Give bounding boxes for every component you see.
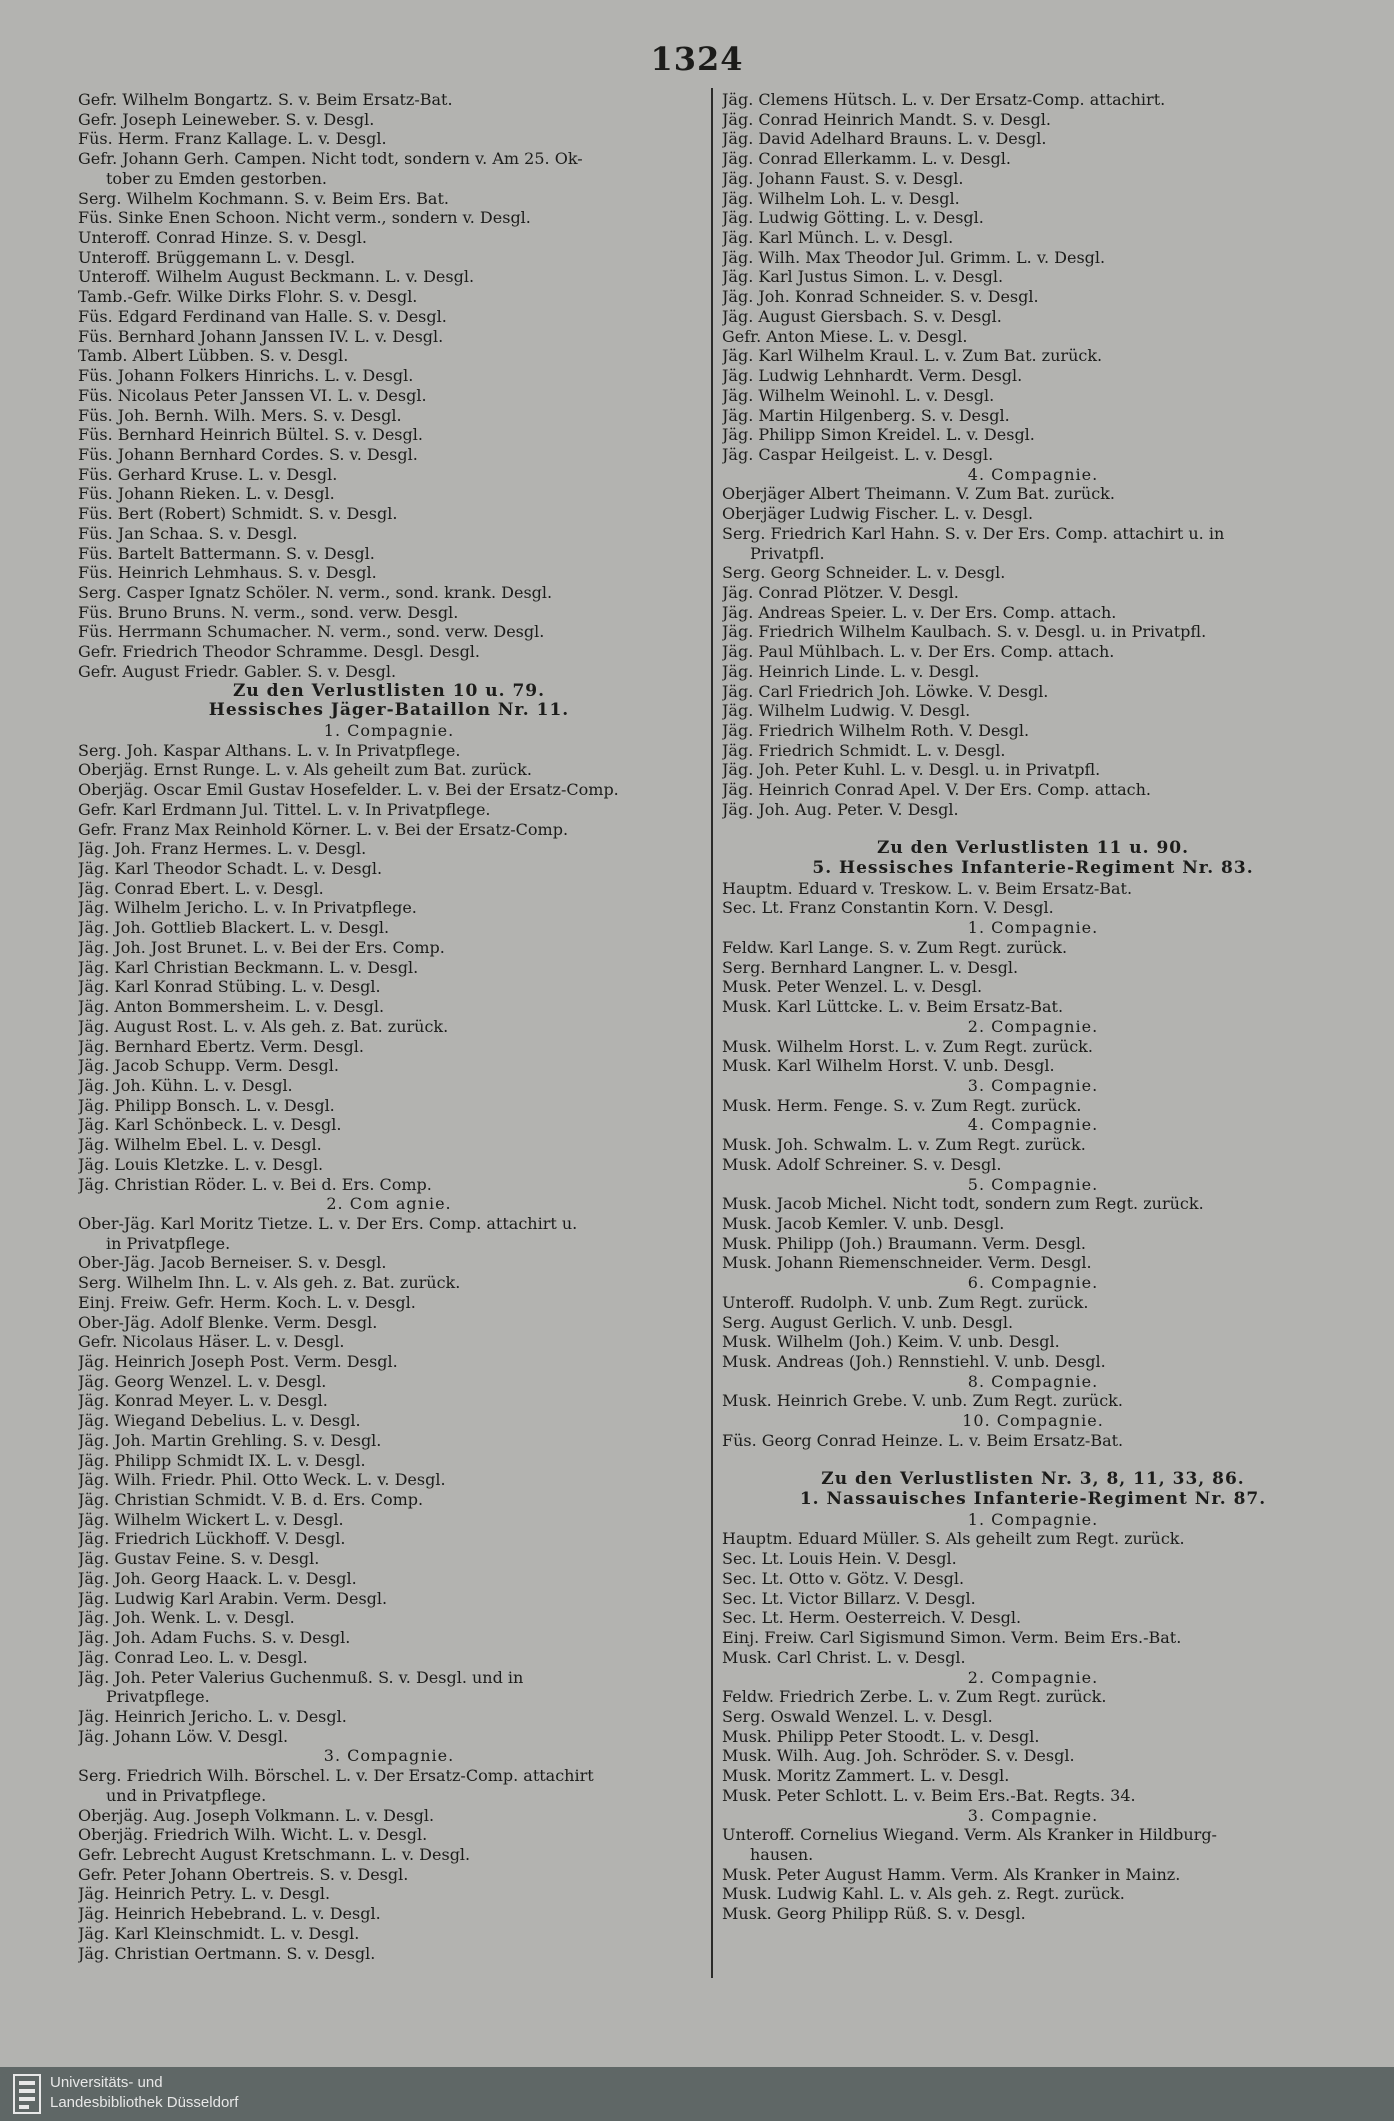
casualty-entry: Jäg. Friedrich Wilhelm Kaulbach. S. v. Desgl. u. in Privatpfl. [722,622,1207,642]
casualty-entry: Unteroff. Cornelius Wiegand. Verm. Als Kranker in Hildburg- [722,1825,1217,1845]
casualty-entry: Jäg. Heinrich Hebebrand. L. v. Desgl. [78,1904,381,1924]
casualty-entry: Serg. Wilhelm Ihn. L. v. Als geh. z. Bat. zurück. [78,1273,461,1293]
casualty-entry: Jäg. Bernhard Ebertz. Verm. Desgl. [78,1036,364,1056]
company-heading: 2. Com agnie. [326,1194,452,1214]
casualty-entry: Tamb.-Gefr. Wilke Dirks Flohr. S. v. Desgl. [78,287,418,307]
casualty-entry: Füs. Bartelt Battermann. S. v. Desgl. [78,543,375,563]
casualty-entry: Musk. Karl Wilhelm Horst. V. unb. Desgl. [722,1056,1055,1076]
casualty-entry: Füs. Gerhard Kruse. L. v. Desgl. [78,464,338,484]
spacer [722,1451,1344,1471]
casualty-entry: Gefr. Lebrecht August Kretschmann. L. v. Desgl. [78,1844,471,1864]
casualty-entry: Serg. Oswald Wenzel. L. v. Desgl. [722,1706,993,1726]
casualty-entry: Jäg. Friedrich Wilhelm Roth. V. Desgl. [722,721,1030,740]
page-number: 1324 [650,40,744,78]
casualty-entry: Jäg. Caspar Heilgeist. L. v. Desgl. [722,444,994,464]
casualty-entry: Unteroff. Brüggemann L. v. Desgl. [78,247,356,267]
section-heading: Zu den Verlustlisten 10 u. 79. [232,681,546,701]
casualty-entry: Musk. Heinrich Grebe. V. unb. Zum Regt. zurück. [722,1391,1123,1411]
casualty-entry: Jäg. Conrad Ellerkamm. L. v. Desgl. [722,149,1011,169]
casualty-entry: Jäg. Ludwig Götting. L. v. Desgl. [722,208,984,228]
entry-continuation: Privatpfl. [750,543,825,563]
casualty-entry: Füs. Bernhard Heinrich Bültel. S. v. Desgl. [78,425,423,445]
casualty-entry: Jäg. Heinrich Linde. L. v. Desgl. [722,661,980,681]
casualty-entry: Jäg. Clemens Hütsch. L. v. Der Ersatz-Comp. attachirt. [722,90,1166,109]
casualty-entry: Jäg. Joh. Peter Valerius Guchenmuß. S. v. Desgl. und in [78,1667,524,1687]
column-divider [711,88,713,1978]
casualty-entry: Ober-Jäg. Adolf Blenke. Verm. Desgl. [78,1312,378,1332]
casualty-entry: Musk. Andreas (Joh.) Rennstiehl. V. unb. Desgl. [722,1352,1106,1371]
company-heading: 5. Compagnie. [967,1174,1099,1194]
casualty-entry: Musk. Peter Wenzel. L. v. Desgl. [722,977,983,997]
entry-continuation: hausen. [750,1844,814,1864]
casualty-entry: Füs. Johann Bernhard Cordes. S. v. Desgl. [78,444,418,464]
casualty-entry: Jäg. Wilh. Friedr. Phil. Otto Weck. L. v. Desgl. [78,1470,446,1490]
casualty-entry: Jäg. Karl Christian Beckmann. L. v. Desgl. [78,957,419,977]
section-heading: Hessisches Jäger-Bataillon Nr. 11. [208,701,570,721]
casualty-entry: Jäg. Christian Schmidt. V. B. d. Ers. Comp. [78,1490,424,1510]
casualty-entry: Serg. Friedrich Wilh. Börschel. L. v. Der Ersatz-Comp. attachirt [78,1766,594,1786]
company-heading: 2. Compagnie. [967,1667,1099,1687]
casualty-entry: Feldw. Karl Lange. S. v. Zum Regt. zurück. [722,937,1068,957]
casualty-entry: Sec. Lt. Herm. Oesterreich. V. Desgl. [722,1608,1022,1628]
casualty-entry: Füs. Herm. Franz Kallage. L. v. Desgl. [78,129,387,149]
section-heading: Zu den Verlustlisten 11 u. 90. [876,839,1190,859]
casualty-entry: Jäg. Philipp Schmidt IX. L. v. Desgl. [78,1450,366,1470]
casualty-entry: Jäg. Joh. Aug. Peter. V. Desgl. [722,799,959,819]
casualty-entry: Musk. Ludwig Kahl. L. v. Als geh. z. Regt. zurück. [722,1884,1125,1904]
casualty-entry: Sec. Lt. Otto v. Götz. V. Desgl. [722,1568,965,1588]
casualty-entry: Füs. Georg Conrad Heinze. L. v. Beim Ersatz-Bat. [722,1430,1124,1450]
section-heading: Zu den Verlustlisten Nr. 3, 8, 11, 33, 86. [821,1470,1245,1490]
casualty-entry: Musk. Johann Riemenschneider. Verm. Desgl. [722,1253,1092,1273]
casualty-entry: Jäg. Karl Justus Simon. L. v. Desgl. [722,267,1004,287]
casualty-entry: Serg. Casper Ignatz Schöler. N. verm., sond. krank. Desgl. [78,582,553,602]
casualty-entry: Jäg. Karl Konrad Stübing. L. v. Desgl. [78,977,381,997]
casualty-entry: Jäg. Heinrich Joseph Post. Verm. Desgl. [78,1352,398,1371]
casualty-entry: Einj. Freiw. Carl Sigismund Simon. Verm. Beim Ers.-Bat. [722,1628,1182,1648]
casualty-entry: Musk. Georg Philipp Rüß. S. v. Desgl. [722,1904,1026,1924]
casualty-entry: Jäg. Heinrich Petry. L. v. Desgl. [78,1884,331,1904]
company-heading: 2. Compagnie. [967,1016,1099,1036]
casualty-entry: Jäg. Martin Hilgenberg. S. v. Desgl. [722,405,1010,425]
casualty-entry: Sec. Lt. Franz Constantin Korn. V. Desgl. [722,898,1054,918]
casualty-entry: Jäg. Wilh. Max Theodor Jul. Grimm. L. v. Desgl. [722,247,1106,267]
casualty-entry: Musk. Carl Christ. L. v. Desgl. [722,1647,966,1667]
casualty-entry: Jäg. Johann Löw. V. Desgl. [78,1726,289,1746]
casualty-entry: Musk. Peter Schlott. L. v. Beim Ers.-Bat. Regts. 34. [722,1785,1136,1805]
casualty-entry: Oberjäger Ludwig Fischer. L. v. Desgl. [722,504,1034,524]
casualty-entry: Jäg. Paul Mühlbach. L. v. Der Ers. Comp. attach. [722,642,1115,662]
casualty-entry: Serg. Georg Schneider. L. v. Desgl. [722,563,1006,583]
casualty-entry: Gefr. Nicolaus Häser. L. v. Desgl. [78,1332,345,1352]
casualty-entry: Serg. Bernhard Langner. L. v. Desgl. [722,957,1019,977]
casualty-entry: Füs. Johann Rieken. L. v. Desgl. [78,484,335,504]
company-heading: 8. Compagnie. [967,1371,1099,1391]
casualty-entry: Gefr. August Friedr. Gabler. S. v. Desgl. [78,661,397,681]
casualty-entry: Jäg. Andreas Speier. L. v. Der Ers. Comp. attach. [722,602,1117,622]
casualty-entry: Jäg. Wilhelm Ludwig. V. Desgl. [722,701,971,721]
casualty-entry: Serg. August Gerlich. V. unb. Desgl. [722,1312,1014,1332]
casualty-entry: Oberjäger Albert Theimann. V. Zum Bat. zurück. [722,484,1115,504]
casualty-entry: Füs. Bruno Bruns. N. verm., sond. verw. Desgl. [78,602,459,622]
casualty-entry: Unteroff. Conrad Hinze. S. v. Desgl. [78,228,367,248]
casualty-entry: Musk. Herm. Fenge. S. v. Zum Regt. zurück. [722,1095,1082,1115]
casualty-entry: Füs. Jan Schaa. S. v. Desgl. [78,523,298,543]
casualty-entry: Jäg. Wilhelm Ebel. L. v. Desgl. [78,1135,322,1155]
casualty-entry: Jäg. Philipp Bonsch. L. v. Desgl. [78,1095,335,1115]
footer-line-1: Universitäts- und [50,2074,163,2091]
casualty-entry: Jäg. Heinrich Jericho. L. v. Desgl. [78,1706,347,1726]
company-heading: 4. Compagnie. [967,464,1099,484]
spacer [722,820,1344,840]
casualty-entry: Jäg. Wilhelm Weinohl. L. v. Desgl. [722,385,995,405]
casualty-entry: Gefr. Karl Erdmann Jul. Tittel. L. v. In Privatpflege. [78,799,491,819]
company-heading: 4. Compagnie. [967,1115,1099,1135]
casualty-entry: Jäg. Joh. Kühn. L. v. Desgl. [78,1075,293,1095]
casualty-entry: Ober-Jäg. Karl Moritz Tietze. L. v. Der Ers. Comp. attachirt u. [78,1213,578,1233]
casualty-entry: Jäg. Joh. Georg Haack. L. v. Desgl. [78,1568,357,1588]
company-heading: 3. Compagnie. [323,1746,455,1766]
casualty-entry: Gefr. Joseph Leineweber. S. v. Desgl. [78,109,375,129]
casualty-entry: Musk. Jacob Kemler. V. unb. Desgl. [722,1213,1005,1233]
casualty-entry: Jäg. Philipp Simon Kreidel. L. v. Desgl. [722,425,1035,445]
casualty-entry: Füs. Johann Folkers Hinrichs. L. v. Desgl. [78,366,414,386]
casualty-entry: Jäg. David Adelhard Brauns. L. v. Desgl. [722,129,1047,149]
casualty-entry: Musk. Wilh. Aug. Joh. Schröder. S. v. Desgl. [722,1746,1075,1766]
entry-continuation: tober zu Emden gestorben. [106,168,328,188]
casualty-entry: Füs. Bernhard Johann Janssen IV. L. v. Desgl. [78,326,444,346]
entry-continuation: in Privatpflege. [106,1233,231,1253]
casualty-entry: Oberjäg. Oscar Emil Gustav Hosefelder. L. v. Bei der Ersatz-Comp. [78,780,619,800]
casualty-entry: Jäg. Karl Kleinschmidt. L. v. Desgl. [78,1923,360,1943]
casualty-entry: Ober-Jäg. Jacob Berneiser. S. v. Desgl. [78,1253,387,1273]
casualty-entry: Oberjäg. Ernst Runge. L. v. Als geheilt zum Bat. zurück. [78,760,532,780]
casualty-entry: Jäg. Conrad Plötzer. V. Desgl. [722,582,959,602]
company-heading: 1. Compagnie. [967,1509,1099,1529]
casualty-entry: Gefr. Franz Max Reinhold Körner. L. v. Bei der Ersatz-Comp. [78,819,569,839]
casualty-entry: Jäg. Christian Oertmann. S. v. Desgl. [78,1943,376,1963]
casualty-entry: Jäg. Ludwig Karl Arabin. Verm. Desgl. [78,1588,388,1608]
company-heading: 10. Compagnie. [962,1411,1104,1431]
casualty-entry: Füs. Sinke Enen Schoon. Nicht verm., sondern v. Desgl. [78,208,531,228]
casualty-entry: Jäg. August Giersbach. S. v. Desgl. [722,306,1002,326]
casualty-entry: Jäg. Gustav Feine. S. v. Desgl. [78,1549,320,1569]
casualty-entry: Jäg. Joh. Gottlieb Blackert. L. v. Desgl. [78,918,390,938]
casualty-entry: Tamb. Albert Lübben. S. v. Desgl. [78,346,349,366]
casualty-entry: Jäg. Wiegand Debelius. L. v. Desgl. [78,1411,361,1431]
casualty-entry: Musk. Peter August Hamm. Verm. Als Kranker in Mainz. [722,1864,1181,1884]
casualty-entry: Jäg. August Rost. L. v. Als geh. z. Bat. zurück. [78,1016,449,1036]
section-heading: 5. Hessisches Infanterie-Regiment Nr. 83. [812,859,1254,879]
casualty-entry: Jäg. Karl Münch. L. v. Desgl. [722,228,954,248]
casualty-entry: Sec. Lt. Victor Billarz. V. Desgl. [722,1588,976,1608]
casualty-entry: Jäg. Karl Schönbeck. L. v. Desgl. [78,1115,342,1135]
casualty-entry: Jäg. Joh. Jost Brunet. L. v. Bei der Ers. Comp. [78,937,445,957]
casualty-entry: Jäg. Joh. Konrad Schneider. S. v. Desgl. [722,287,1039,307]
casualty-entry: Serg. Friedrich Karl Hahn. S. v. Der Ers. Comp. attachirt u. in [722,523,1225,543]
casualty-entry: Hauptm. Eduard Müller. S. Als geheilt zum Regt. zurück. [722,1529,1185,1549]
right-column [722,90,1344,1924]
casualty-entry: Gefr. Peter Johann Obertreis. S. v. Desgl. [78,1864,409,1884]
casualty-entry: Jäg. Joh. Peter Kuhl. L. v. Desgl. u. in Privatpfl. [722,760,1101,780]
section-heading: 1. Nassauisches Infanterie-Regiment Nr. 87. [799,1490,1267,1510]
casualty-entry: Oberjäg. Aug. Joseph Volkmann. L. v. Desgl. [78,1805,435,1825]
entry-continuation: und in Privatpflege. [106,1785,267,1805]
casualty-entry: Musk. Philipp (Joh.) Braumann. Verm. Desgl. [722,1233,1087,1253]
casualty-entry: Jäg. Ludwig Lehnhardt. Verm. Desgl. [722,366,1023,386]
casualty-entry: Füs. Herrmann Schumacher. N. verm., sond. verw. Desgl. [78,622,545,642]
casualty-entry: Jäg. Christian Röder. L. v. Bei d. Ers. Comp. [78,1174,432,1194]
casualty-entry: Jäg. Johann Faust. S. v. Desgl. [722,168,964,188]
casualty-entry: Jäg. Conrad Ebert. L. v. Desgl. [78,878,324,898]
casualty-entry: Jäg. Carl Friedrich Joh. Löwke. V. Desgl. [722,681,1049,701]
casualty-entry: Füs. Edgard Ferdinand van Halle. S. v. Desgl. [78,306,447,326]
casualty-entry: Oberjäg. Friedrich Wilh. Wicht. L. v. Desgl. [78,1825,428,1845]
casualty-entry: Serg. Wilhelm Kochmann. S. v. Beim Ers. Bat. [78,188,449,208]
casualty-entry: Unteroff. Rudolph. V. unb. Zum Regt. zurück. [722,1292,1089,1312]
company-heading: 1. Compagnie. [967,918,1099,938]
casualty-entry: Jäg. Karl Wilhelm Kraul. L. v. Zum Bat. zurück. [722,346,1103,366]
casualty-entry: Musk. Adolf Schreiner. S. v. Desgl. [722,1154,1002,1174]
footer-text [50,2073,238,2113]
casualty-entry: Jäg. Joh. Wenk. L. v. Desgl. [78,1608,295,1628]
library-logo-icon [12,2073,42,2115]
casualty-entry: Musk. Moritz Zammert. L. v. Desgl. [722,1766,1010,1786]
casualty-entry: Jäg. Joh. Adam Fuchs. S. v. Desgl. [78,1628,351,1648]
casualty-entry: Jäg. Georg Wenzel. L. v. Desgl. [78,1371,327,1391]
casualty-entry: Jäg. Joh. Martin Grehling. S. v. Desgl. [78,1430,382,1450]
casualty-entry: Jäg. Heinrich Conrad Apel. V. Der Ers. Comp. attach. [722,780,1151,800]
casualty-entry: Einj. Freiw. Gefr. Herm. Koch. L. v. Desgl. [78,1292,416,1312]
casualty-entry: Jäg. Konrad Meyer. L. v. Desgl. [78,1391,328,1411]
casualty-entry: Jäg. Wilhelm Wickert L. v. Desgl. [78,1509,344,1529]
casualty-entry: Musk. Jacob Michel. Nicht todt, sondern zum Regt. zurück. [722,1194,1204,1214]
left-column [78,90,700,1963]
casualty-entry: Füs. Bert (Robert) Schmidt. S. v. Desgl. [78,504,398,524]
casualty-entry: Jäg. Conrad Heinrich Mandt. S. v. Desgl. [722,109,1051,129]
casualty-entry: Füs. Joh. Bernh. Wilh. Mers. S. v. Desgl. [78,405,402,425]
casualty-entry: Füs. Heinrich Lehmhaus. S. v. Desgl. [78,563,377,583]
casualty-entry: Gefr. Johann Gerh. Campen. Nicht todt, sondern v. Am 25. Ok- [78,149,583,169]
casualty-entry: Jäg. Wilhelm Jericho. L. v. In Privatpflege. [78,898,417,918]
casualty-entry: Jäg. Jacob Schupp. Verm. Desgl. [78,1056,339,1076]
casualty-entry: Musk. Wilhelm (Joh.) Keim. V. unb. Desgl. [722,1332,1060,1352]
company-heading: 3. Compagnie. [967,1805,1099,1825]
casualty-entry: Jäg. Friedrich Lückhoff. V. Desgl. [78,1529,346,1549]
casualty-entry: Jäg. Karl Theodor Schadt. L. v. Desgl. [78,859,383,879]
casualty-entry: Sec. Lt. Louis Hein. V. Desgl. [722,1549,957,1569]
footer-line-2: Landesbibliothek Düsseldorf [50,2094,239,2111]
casualty-entry: Musk. Karl Lüttcke. L. v. Beim Ersatz-Bat. [722,997,1064,1017]
footer-bar [0,2067,1394,2121]
casualty-entry: Gefr. Wilhelm Bongartz. S. v. Beim Ersatz-Bat. [78,90,453,109]
casualty-entry: Jäg. Louis Kletzke. L. v. Desgl. [78,1154,324,1174]
casualty-entry: Gefr. Anton Miese. L. v. Desgl. [722,326,968,346]
company-heading: 1. Compagnie. [323,721,455,740]
casualty-entry: Musk. Joh. Schwalm. L. v. Zum Regt. zurück. [722,1135,1086,1155]
casualty-entry: Jäg. Friedrich Schmidt. L. v. Desgl. [722,740,1006,760]
casualty-entry: Jäg. Joh. Franz Hermes. L. v. Desgl. [78,839,367,859]
casualty-entry: Jäg. Wilhelm Loh. L. v. Desgl. [722,188,960,208]
casualty-entry: Musk. Wilhelm Horst. L. v. Zum Regt. zurück. [722,1036,1093,1056]
entry-continuation: Privatpflege. [106,1687,210,1707]
casualty-entry: Hauptm. Eduard v. Treskow. L. v. Beim Ersatz-Bat. [722,878,1133,898]
casualty-entry: Serg. Joh. Kaspar Althans. L. v. In Privatpflege. [78,740,461,760]
company-heading: 3. Compagnie. [967,1075,1099,1095]
company-heading: 6. Compagnie. [967,1273,1099,1293]
casualty-entry: Musk. Philipp Peter Stoodt. L. v. Desgl. [722,1726,1040,1746]
casualty-entry: Feldw. Friedrich Zerbe. L. v. Zum Regt. zurück. [722,1687,1107,1707]
casualty-entry: Jäg. Anton Bommersheim. L. v. Desgl. [78,997,385,1017]
casualty-entry: Füs. Nicolaus Peter Janssen VI. L. v. Desgl. [78,385,427,405]
casualty-entry: Gefr. Friedrich Theodor Schramme. Desgl. Desgl. [78,642,481,662]
casualty-entry: Unteroff. Wilhelm August Beckmann. L. v. Desgl. [78,267,475,287]
casualty-entry: Jäg. Conrad Leo. L. v. Desgl. [78,1647,308,1667]
